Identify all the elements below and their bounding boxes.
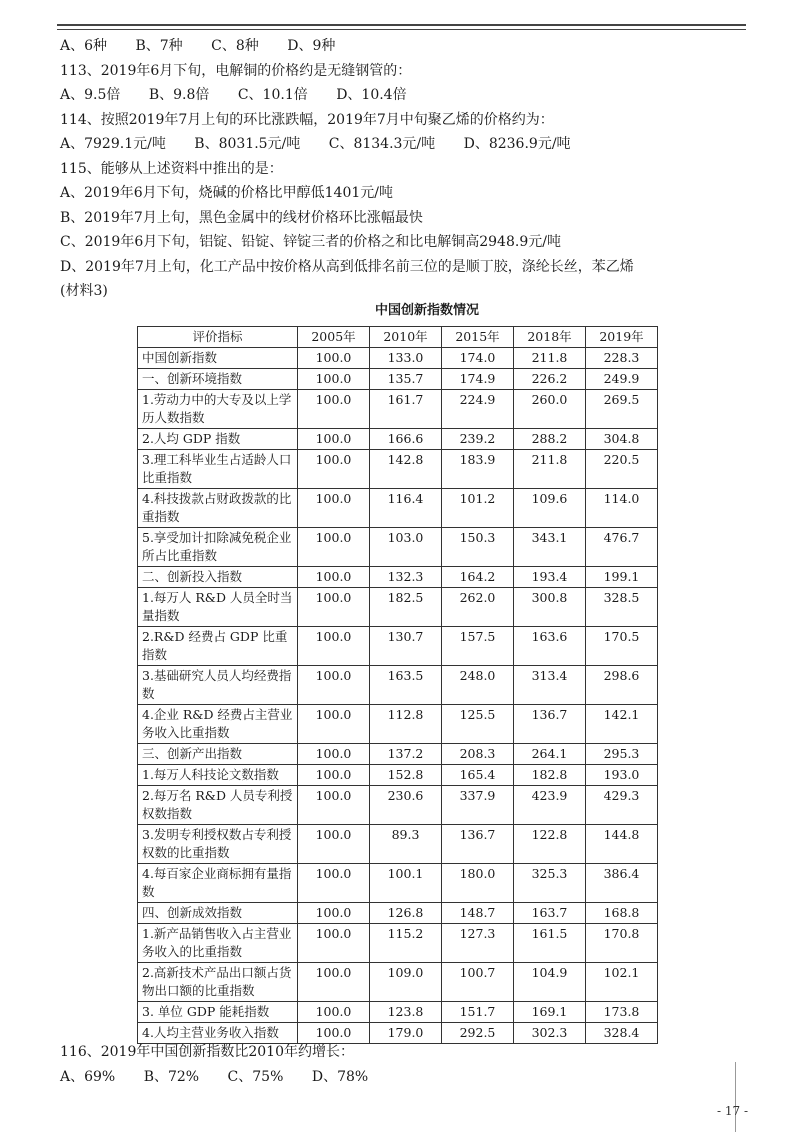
value-cell: 226.2 xyxy=(514,369,586,390)
value-cell: 101.2 xyxy=(442,489,514,528)
value-cell: 125.5 xyxy=(442,705,514,744)
table-row xyxy=(138,348,658,369)
value-cell: 100.0 xyxy=(298,450,370,489)
value-cell: 163.6 xyxy=(514,627,586,666)
q113-stem: 113、2019年6月下旬，电解铜的价格约是无缝钢管的： xyxy=(60,62,412,79)
header-2015: 2015年 xyxy=(442,327,514,348)
value-cell: 423.9 xyxy=(514,786,586,825)
q114-option-c[interactable]: C、8134.3元/吨 xyxy=(328,136,436,152)
top-rule xyxy=(57,24,746,30)
indicator-cell: 三、创新产出指数 xyxy=(138,744,298,765)
value-cell: 173.8 xyxy=(586,1002,658,1023)
value-cell: 304.8 xyxy=(586,429,658,450)
value-cell: 136.7 xyxy=(514,705,586,744)
value-cell: 100.0 xyxy=(298,567,370,588)
table-row xyxy=(138,489,658,528)
value-cell: 269.5 xyxy=(586,390,658,429)
value-cell: 180.0 xyxy=(442,864,514,903)
table-row xyxy=(138,588,658,627)
value-cell: 109.6 xyxy=(514,489,586,528)
table-row xyxy=(138,666,658,705)
table-row xyxy=(138,567,658,588)
question-block-bottom xyxy=(60,1040,750,1089)
q113-option-b[interactable]: B、9.8倍 xyxy=(148,87,210,103)
value-cell: 300.8 xyxy=(514,588,586,627)
value-cell: 122.8 xyxy=(514,825,586,864)
header-2018: 2018年 xyxy=(514,327,586,348)
value-cell: 100.0 xyxy=(298,864,370,903)
value-cell: 193.4 xyxy=(514,567,586,588)
value-cell: 126.8 xyxy=(370,903,442,924)
value-cell: 100.0 xyxy=(298,1002,370,1023)
margin-rule xyxy=(735,1062,736,1132)
value-cell: 168.8 xyxy=(586,903,658,924)
innovation-index-table-section xyxy=(137,300,657,1044)
value-cell: 100.0 xyxy=(298,369,370,390)
value-cell: 100.0 xyxy=(298,744,370,765)
value-cell: 100.0 xyxy=(298,786,370,825)
value-cell: 109.0 xyxy=(370,963,442,1002)
q113-option-a[interactable]: A、9.5倍 xyxy=(60,87,121,103)
indicator-cell: 4.科技拨款占财政拨款的比重指数 xyxy=(138,489,298,528)
table-row xyxy=(138,744,658,765)
value-cell: 174.9 xyxy=(442,369,514,390)
value-cell: 104.9 xyxy=(514,963,586,1002)
value-cell: 292.5 xyxy=(442,1023,514,1044)
table-row xyxy=(138,864,658,903)
page-number: - 17 - xyxy=(716,1104,748,1118)
value-cell: 144.8 xyxy=(586,825,658,864)
value-cell: 165.4 xyxy=(442,765,514,786)
q112-option-a[interactable]: A、6种 xyxy=(60,38,108,54)
value-cell: 164.2 xyxy=(442,567,514,588)
header-indicator: 评价指标 xyxy=(138,327,298,348)
value-cell: 103.0 xyxy=(370,528,442,567)
value-cell: 100.0 xyxy=(298,528,370,567)
value-cell: 337.9 xyxy=(442,786,514,825)
value-cell: 429.3 xyxy=(586,786,658,825)
table-row xyxy=(138,390,658,429)
value-cell: 152.8 xyxy=(370,765,442,786)
q116-option-c[interactable]: C、75% xyxy=(227,1068,284,1085)
value-cell: 100.0 xyxy=(298,429,370,450)
table-row xyxy=(138,825,658,864)
indicator-cell: 1.每万人 R&D 人员全时当量指数 xyxy=(138,588,298,627)
indicator-cell: 中国创新指数 xyxy=(138,348,298,369)
q115-option-b[interactable]: B、2019年7月上旬，黑色金属中的线材价格环比涨幅最快 xyxy=(60,209,423,226)
value-cell: 313.4 xyxy=(514,666,586,705)
q112-option-c[interactable]: C、8种 xyxy=(211,38,259,54)
q114-option-b[interactable]: B、8031.5元/吨 xyxy=(194,136,301,152)
value-cell: 151.7 xyxy=(442,1002,514,1023)
value-cell: 193.0 xyxy=(586,765,658,786)
value-cell: 211.8 xyxy=(514,348,586,369)
q112-option-d[interactable]: D、9种 xyxy=(287,38,336,54)
value-cell: 288.2 xyxy=(514,429,586,450)
indicator-cell: 一、创新环境指数 xyxy=(138,369,298,390)
value-cell: 170.8 xyxy=(586,924,658,963)
value-cell: 328.4 xyxy=(586,1023,658,1044)
indicator-cell: 3.理工科毕业生占适龄人口比重指数 xyxy=(138,450,298,489)
value-cell: 100.0 xyxy=(298,666,370,705)
value-cell: 137.2 xyxy=(370,744,442,765)
value-cell: 224.9 xyxy=(442,390,514,429)
q113-options xyxy=(60,83,750,108)
indicator-cell: 3.基础研究人员人均经费指数 xyxy=(138,666,298,705)
header-2010: 2010年 xyxy=(370,327,442,348)
table-header-row xyxy=(138,327,658,348)
value-cell: 239.2 xyxy=(442,429,514,450)
value-cell: 112.8 xyxy=(370,705,442,744)
value-cell: 328.5 xyxy=(586,588,658,627)
table-row xyxy=(138,705,658,744)
value-cell: 183.9 xyxy=(442,450,514,489)
value-cell: 100.1 xyxy=(370,864,442,903)
value-cell: 100.0 xyxy=(298,825,370,864)
value-cell: 208.3 xyxy=(442,744,514,765)
indicator-cell: 1.每万人科技论文数指数 xyxy=(138,765,298,786)
indicator-cell: 3.发明专利授权数占专利授权数的比重指数 xyxy=(138,825,298,864)
table-row xyxy=(138,924,658,963)
value-cell: 260.0 xyxy=(514,390,586,429)
innovation-index-table xyxy=(137,326,658,1044)
value-cell: 89.3 xyxy=(370,825,442,864)
indicator-cell: 2.每万名 R&D 人员专利授权数指数 xyxy=(138,786,298,825)
q113-option-d[interactable]: D、10.4倍 xyxy=(336,87,407,103)
indicator-cell: 四、创新成效指数 xyxy=(138,903,298,924)
indicator-cell: 5.享受加计扣除减免税企业所占比重指数 xyxy=(138,528,298,567)
value-cell: 169.1 xyxy=(514,1002,586,1023)
value-cell: 148.7 xyxy=(442,903,514,924)
table-row xyxy=(138,528,658,567)
table-row xyxy=(138,1002,658,1023)
value-cell: 476.7 xyxy=(586,528,658,567)
value-cell: 100.0 xyxy=(298,903,370,924)
value-cell: 298.6 xyxy=(586,666,658,705)
q116-options xyxy=(60,1065,750,1090)
indicator-cell: 2.高新技术产品出口额占货物出口额的比重指数 xyxy=(138,963,298,1002)
value-cell: 114.0 xyxy=(586,489,658,528)
value-cell: 161.7 xyxy=(370,390,442,429)
value-cell: 100.0 xyxy=(298,705,370,744)
q114-stem: 114、按照2019年7月上旬的环比涨跌幅，2019年7月中旬聚乙烯的价格约为： xyxy=(60,111,554,128)
table-row xyxy=(138,765,658,786)
value-cell: 166.6 xyxy=(370,429,442,450)
value-cell: 325.3 xyxy=(514,864,586,903)
q114-option-d[interactable]: D、8236.9元/吨 xyxy=(463,136,571,152)
value-cell: 127.3 xyxy=(442,924,514,963)
value-cell: 100.0 xyxy=(298,348,370,369)
value-cell: 150.3 xyxy=(442,528,514,567)
value-cell: 174.0 xyxy=(442,348,514,369)
value-cell: 163.7 xyxy=(514,903,586,924)
value-cell: 100.7 xyxy=(442,963,514,1002)
value-cell: 249.9 xyxy=(586,369,658,390)
indicator-cell: 4.企业 R&D 经费占主营业务收入比重指数 xyxy=(138,705,298,744)
value-cell: 295.3 xyxy=(586,744,658,765)
value-cell: 182.8 xyxy=(514,765,586,786)
value-cell: 220.5 xyxy=(586,450,658,489)
value-cell: 230.6 xyxy=(370,786,442,825)
header-2019: 2019年 xyxy=(586,327,658,348)
value-cell: 182.5 xyxy=(370,588,442,627)
value-cell: 343.1 xyxy=(514,528,586,567)
table-row xyxy=(138,786,658,825)
value-cell: 302.3 xyxy=(514,1023,586,1044)
q115-stem: 115、能够从上述资料中推出的是： xyxy=(60,160,283,177)
table-row xyxy=(138,429,658,450)
value-cell: 102.1 xyxy=(586,963,658,1002)
q115-option-a[interactable]: A、2019年6月下旬，烧碱的价格比甲醇低1401元/吨 xyxy=(60,185,393,201)
value-cell: 262.0 xyxy=(442,588,514,627)
q116-option-b[interactable]: B、72% xyxy=(143,1068,200,1085)
table-body xyxy=(138,348,658,1044)
indicator-cell: 二、创新投入指数 xyxy=(138,567,298,588)
value-cell: 170.5 xyxy=(586,627,658,666)
value-cell: 264.1 xyxy=(514,744,586,765)
value-cell: 135.7 xyxy=(370,369,442,390)
table-row xyxy=(138,903,658,924)
value-cell: 161.5 xyxy=(514,924,586,963)
value-cell: 116.4 xyxy=(370,489,442,528)
q115-option-c[interactable]: C、2019年6月下旬，铝锭、铅锭、锌锭三者的价格之和比电解铜高2948.9元/吨 xyxy=(60,234,561,250)
value-cell: 211.8 xyxy=(514,450,586,489)
table-row xyxy=(138,369,658,390)
value-cell: 142.8 xyxy=(370,450,442,489)
value-cell: 157.5 xyxy=(442,627,514,666)
q116-option-a[interactable]: A、69% xyxy=(60,1068,116,1085)
q113-option-c[interactable]: C、10.1倍 xyxy=(237,87,308,103)
value-cell: 386.4 xyxy=(586,864,658,903)
table-row xyxy=(138,450,658,489)
indicator-cell: 2.R&D 经费占 GDP 比重指数 xyxy=(138,627,298,666)
table-title: 中国创新指数情况 xyxy=(374,303,479,318)
value-cell: 100.0 xyxy=(298,627,370,666)
value-cell: 100.0 xyxy=(298,489,370,528)
value-cell: 179.0 xyxy=(370,1023,442,1044)
q112-option-b[interactable]: B、7种 xyxy=(135,38,183,54)
value-cell: 130.7 xyxy=(370,627,442,666)
table-row xyxy=(138,963,658,1002)
value-cell: 123.8 xyxy=(370,1002,442,1023)
value-cell: 228.3 xyxy=(586,348,658,369)
value-cell: 132.3 xyxy=(370,567,442,588)
value-cell: 199.1 xyxy=(586,567,658,588)
q114-options xyxy=(60,132,750,157)
value-cell: 100.0 xyxy=(298,924,370,963)
question-block-top xyxy=(60,34,750,304)
q115-option-d[interactable]: D、2019年7月上旬，化工产品中按价格从高到低排名前三位的是顺丁胶，涤纶长丝，苯乙烯 xyxy=(60,258,634,275)
value-cell: 100.0 xyxy=(298,963,370,1002)
value-cell: 100.0 xyxy=(298,390,370,429)
indicator-cell: 3. 单位 GDP 能耗指数 xyxy=(138,1002,298,1023)
q112-options xyxy=(60,34,750,59)
value-cell: 136.7 xyxy=(442,825,514,864)
q116-stem: 116、2019年中国创新指数比2010年约增长： xyxy=(60,1044,354,1060)
indicator-cell: 1.新产品销售收入占主营业务收入的比重指数 xyxy=(138,924,298,963)
q116-option-d[interactable]: D、78% xyxy=(311,1068,369,1085)
value-cell: 100.0 xyxy=(298,1023,370,1044)
indicator-cell: 2.人均 GDP 指数 xyxy=(138,429,298,450)
indicator-cell: 1.劳动力中的大专及以上学历人数指数 xyxy=(138,390,298,429)
table-row xyxy=(138,627,658,666)
material-label: (材料3) xyxy=(60,283,108,299)
header-2005: 2005年 xyxy=(298,327,370,348)
value-cell: 142.1 xyxy=(586,705,658,744)
value-cell: 133.0 xyxy=(370,348,442,369)
value-cell: 100.0 xyxy=(298,588,370,627)
value-cell: 100.0 xyxy=(298,765,370,786)
value-cell: 248.0 xyxy=(442,666,514,705)
indicator-cell: 4.人均主营业务收入指数 xyxy=(138,1023,298,1044)
indicator-cell: 4.每百家企业商标拥有量指数 xyxy=(138,864,298,903)
value-cell: 163.5 xyxy=(370,666,442,705)
q114-option-a[interactable]: A、7929.1元/吨 xyxy=(60,136,166,152)
value-cell: 115.2 xyxy=(370,924,442,963)
